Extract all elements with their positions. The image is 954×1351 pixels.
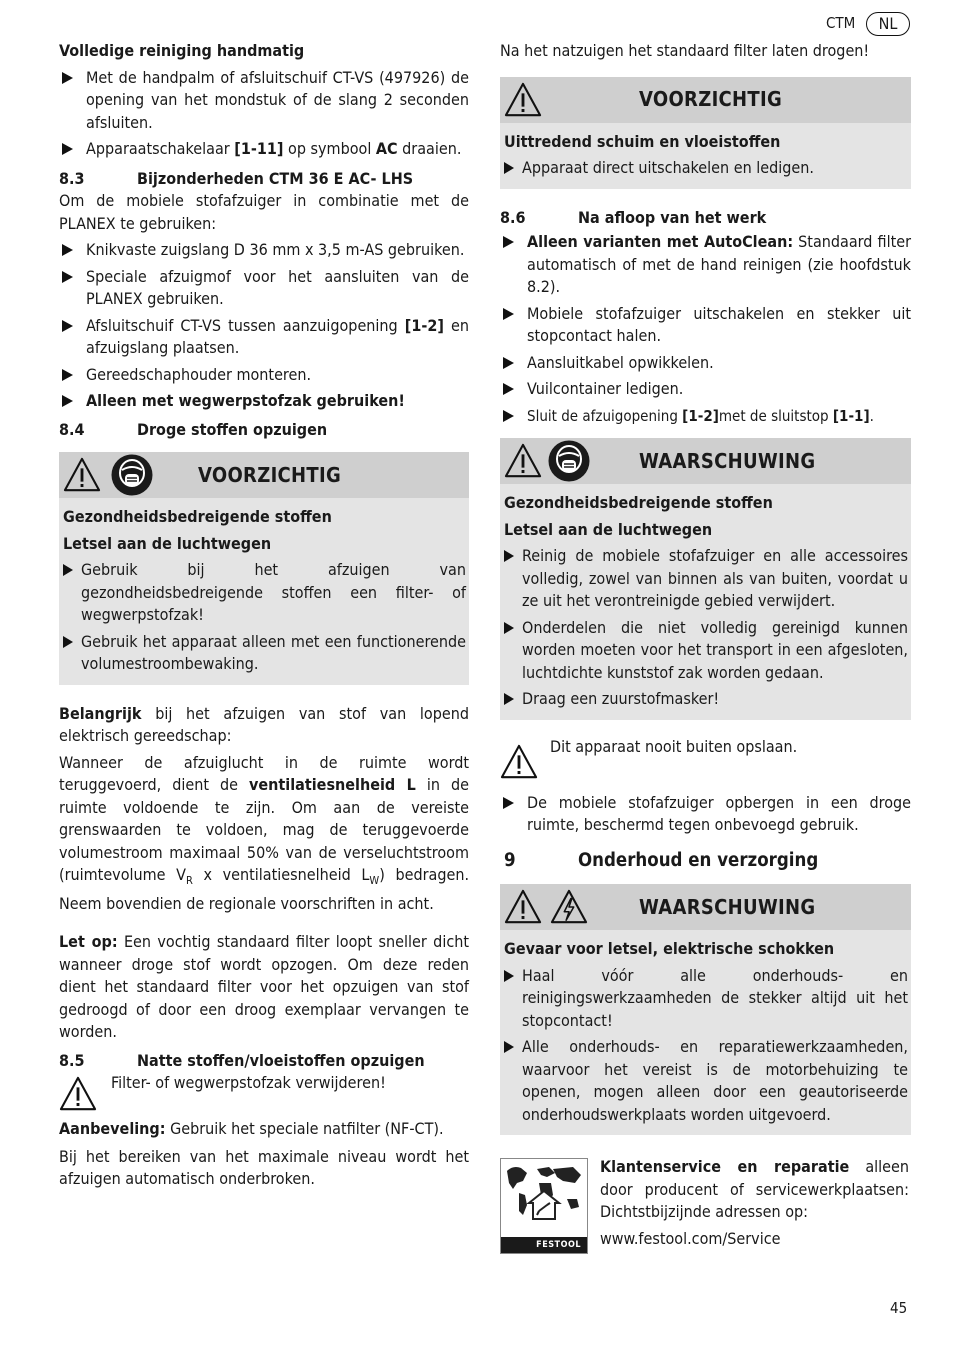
left-column [59,40,469,1191]
section-8-6-heading: 8.6 Na afloop van het werk [500,207,767,227]
service-block [500,1158,911,1258]
section-8-3-intro: Om de mobiele stofafzuiger in combinatie met de PLANEX te gebruiken: [59,191,469,233]
section-8-3-list [59,239,469,413]
warning-triangle-icon [504,889,542,925]
electric-shock-icon [550,889,588,925]
storage-warning-text: Dit apparaat nooit buiten opslaan. [550,736,798,756]
list-item: Draag een zuurstofmasker! [504,688,908,711]
list-item: Apparaatschakelaar [1-11] op symbool AC draaien. [59,138,469,161]
exhaust-paragraph: Wanneer de afzuiglucht in de ruimte wordt teruggevoerd, dient de ventilatiesnelheid L in de ruimte voldoende te zijn. Om aan de vereiste grenswaarden te voldoen, mag de teruggevoerde volumestroom maximaal 50% van de verseluchtstroom (ruimtevolume $V_R$ x ventilatiesnelheid $L_W$) bedragen. Neem bovendien de regionale voorschriften in acht. [59,752,470,913]
hazard-heading: Letsel aan de luchtwegen [63,533,272,553]
hazard-heading: Gezondheidsbedreigende stoffen [504,493,773,512]
world-map-icon [501,1159,587,1235]
important-paragraph: Belangrijk bij het afzuigen van stof van lopend elektrisch gereedschap: [59,703,469,745]
caution-title: VOORZICHTIG [639,87,783,112]
section-8-4-heading: 8.4 Droge stoffen opzuigen [59,419,328,439]
warning-triangle-icon [500,744,538,780]
hazard-heading: Gevaar voor letsel, elektrische schokken [504,939,835,958]
section-8-5-heading: 8.5 Natte stoffen/vloeistoffen opzuigen [59,1050,425,1070]
service-text: Klantenservice en reparatie alleen door producent of servicewerkplaatsen: Dichtstbijzijnde adressen op: [600,1157,910,1221]
list-item: Gereedschaphouder monteren. [59,364,469,387]
list-item: Gebruik het apparaat alleen met een functionerende volumestroombewaking. [63,631,466,676]
section-8-6-list [500,231,911,427]
respirator-mask-icon [548,440,590,482]
respirator-mask-icon [111,454,153,496]
heading-cleaning: Volledige reiniging handmatig [59,41,305,60]
list-item: Speciale afzuigmof voor het aansluiten van de PLANEX gebruiken. [59,266,469,311]
max-level-paragraph: Bij het bereiken van het maximale niveau wordt het afzuigen automatisch onderbroken. [59,1146,469,1188]
list-item: Onderdelen die niet volledig gereinigd kunnen worden moeten voor het transport in een afgesloten, luchtdichte kunststof zak worden gedaan. [504,617,908,685]
warning-triangle-icon [59,1076,97,1112]
hazard-heading: Uittredend schuim en vloeistoffen [504,131,781,151]
warning-box-header [500,438,911,484]
list-item: Reinig de mobiele stofafzuiger en alle accessoires volledig, zowel van binnen als van buiten, voordat u ze uit het verontreinigde gebied verwijdert. [504,545,908,613]
caution-title: VOORZICHTIG [198,462,342,487]
warning-title: WAARSCHUWING [639,894,816,919]
advice-paragraph: Aanbeveling: Gebruik het speciale natfilter (NF-CT). [59,1119,444,1138]
section-8-3-heading: 8.3 Bijzonderheden CTM 36 E AC- LHS [59,168,414,188]
caution-box-dry [59,452,469,685]
list-item: Apparaat direct uitschakelen en ledigen. [504,157,908,180]
list-item: Afsluitschuif CT-VS tussen aanzuigopening [1-2] en afzuigslang plaatsen. [59,315,469,360]
list-item: De mobiele stofafzuiger opbergen in een droge ruimte, beschermd tegen onbevoegd gebruik. [500,792,911,837]
language-badge: NL [866,12,910,36]
warning-triangle-icon [63,457,101,493]
list-item: Gebruik bij het afzuigen van gezondheidsbedreigende stoffen een filter- of wegwerpstofzak! [63,559,466,627]
filter-warning-text: Filter- of wegwerpstofzak verwijderen! [111,1073,386,1092]
warning-title: WAARSCHUWING [639,448,816,473]
caution-box-header [500,77,911,123]
list-item: Met de handpalm of afsluitschuif CT-VS (497926) de opening van het mondstuk of de slang 2 seconden afsluiten. [59,67,469,135]
list-item: Knikvaste zuigslang D 36 mm x 3,5 m-AS gebruiken. [59,239,469,262]
service-link[interactable]: www.festool.com/Service [600,1229,781,1248]
warning-box-electric [500,884,911,1135]
list-item: Aansluitkabel opwikkelen. [500,352,911,375]
list-item: Vuilcontainer ledigen. [500,378,911,401]
list-item: Alleen met wegwerpstofzak gebruiken! [59,390,469,413]
page-number: 45 [890,1299,908,1317]
caution-box-foam [500,77,911,189]
dry-filter-text: Na het natzuigen het standaard filter laten drogen! [500,41,870,60]
warning-box-health [500,438,911,720]
brand-label: FESTOOL [501,1237,587,1253]
hazard-heading: Gezondheidsbedreigende stoffen [63,507,332,526]
list-item: Sluit de afzuigopening [1-2]met de sluitstop [1-1]. [500,405,911,428]
section-9-heading: 9 Onderhoud en verzorging [504,849,819,871]
note-paragraph: Let op: Een vochtig standaard filter loopt sneller dicht wanneer droge stof wordt opzogen. Om deze reden dient het standaard filter voor het opzuigen van stof gedroogd of door een droog exemplaar vervangen te worden. [59,932,470,1041]
hazard-heading: Letsel aan de luchtwegen [504,519,713,539]
list-item: Alle onderhouds- en reparatiewerkzaamheden, waarvoor het vereist is de motorbehuizing te openen, mogen alleen door een geautoriseerde onderhoudswerkplaats worden uitgevoerd. [504,1036,908,1126]
warning-triangle-icon [504,443,542,479]
storage-warning [500,736,911,792]
service-logo [500,1158,588,1254]
warning-triangle-icon [504,82,542,118]
model-label: CTM [826,14,856,32]
warning-box-header [500,884,911,930]
filter-warning [59,1072,469,1118]
caution-box-header [59,452,469,498]
list-item: Haal vóór alle onderhouds- en reinigingswerkzaamheden de stekker altijd uit het stopcontact! [504,965,908,1033]
list-item: Mobiele stofafzuiger uitschakelen en stekker uit stopcontact halen. [500,303,911,348]
cleaning-list [59,67,469,161]
list-item: Alleen varianten met AutoClean: Standaard filter automatisch of met de hand reinigen (zie hoofdstuk 8.2). [500,231,911,299]
right-column [500,40,911,1258]
